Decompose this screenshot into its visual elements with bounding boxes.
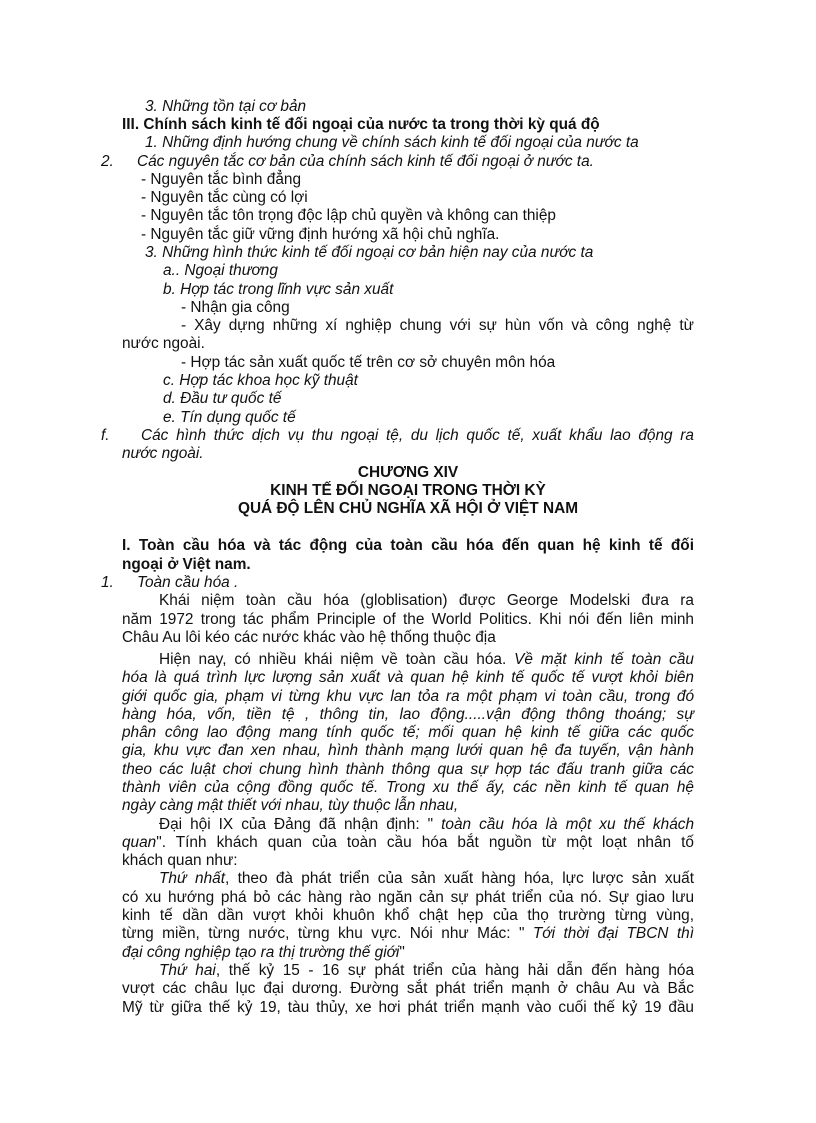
text-run-italic: Về mặt kinh tế toàn cầu	[514, 651, 694, 668]
chapter-title: KINH TẾ ĐỐI NGOẠI TRONG THỜI KỲ	[270, 482, 546, 499]
text-run-italic: Tới thời đại TBCN thì	[532, 925, 694, 942]
chapter-title: CHƯƠNG XIV	[357, 464, 459, 481]
list-item: - Hợp tác sản xuất quốc tế trên cơ sở chuyên môn hóa	[181, 354, 556, 371]
subsection-heading: Các nguyên tắc cơ bản của chính sách kinh tế đối ngoại ở nước ta.	[137, 153, 594, 170]
list-item: - Nhận gia công	[181, 299, 290, 316]
paragraph-line	[159, 651, 694, 669]
subsection-heading: 1. Những định hướng chung về chính sách kinh tế đối ngoại của nước ta	[145, 134, 639, 151]
paragraph-line: kinh tế dần dần vượt khỏi khuôn khổ chật hẹp của thọ trường từng vùng,	[122, 907, 694, 924]
list-number: 1.	[101, 574, 114, 591]
paragraph-line: phân công lao động mang tính quốc tế; mối quan hệ kinh tế giữa các quốc	[122, 724, 694, 741]
list-item: d. Đầu tư quốc tế	[163, 390, 282, 407]
paragraph-line	[159, 816, 694, 834]
paragraph-line: hàng hóa, vốn, tiền tệ , thông tin, lao động.....vận động thông thoáng; sự	[122, 706, 694, 723]
text-run: Hiện nay, có nhiều khái niệm về toàn cầu hóa.	[159, 651, 515, 668]
paragraph-line: giới quốc gia, phạm vi từng khu vực lan tỏa ra một phạm vi toàn cầu, trong đó	[122, 688, 694, 705]
section-heading: ngoại ở Việt nam.	[122, 556, 251, 573]
list-item: - Xây dựng những xí nghiệp chung với sự hùn vốn và công nghệ từ	[181, 317, 694, 334]
paragraph-line: ngày càng mật thiết với nhau, tùy thuộc lẫn nhau,	[122, 797, 459, 814]
subsection-heading: Toàn cầu hóa .	[137, 574, 239, 591]
section-heading: III. Chính sách kinh tế đối ngoại của nước ta trong thời kỳ quá độ	[122, 116, 600, 133]
paragraph-line: vượt các châu lục đại dương. Đường sắt phát triển mạnh ở châu Au và Bắc	[122, 980, 694, 997]
paragraph-line: hóa là quá trình lực lượng sản xuất và quan hệ kinh tế quốc tế vượt khỏi biên	[122, 669, 694, 686]
paragraph-line: có xu hướng phá bỏ các hàng rào ngăn cản sự phát triển của nó. Sự giao lưu	[122, 889, 694, 906]
text-run-italic: toàn cầu hóa là một xu thế khách	[441, 816, 695, 833]
list-item: a.. Ngoại thương	[163, 262, 278, 279]
list-item: e. Tín dụng quốc tế	[163, 409, 296, 426]
text-run: "	[399, 944, 405, 961]
paragraph-line: năm 1972 trong tác phẩm Principle of the World Politics. Khi nói đến liên minh	[122, 611, 694, 628]
text-run-italic: Thứ nhất	[159, 870, 225, 887]
paragraph-line: khách quan như:	[122, 852, 238, 869]
list-item: Các hình thức dịch vụ thu ngoại tệ, du lịch quốc tế, xuất khẩu lao động ra	[141, 427, 694, 444]
list-number: 2.	[101, 153, 114, 170]
chapter-title: QUÁ ĐỘ LÊN CHỦ NGHĨA XÃ HỘI Ở VIỆT NAM	[237, 500, 579, 517]
list-item: - Nguyên tắc cùng có lợi	[141, 189, 308, 206]
paragraph-line: theo các luật chơi chung hình thành thông qua sự hợp tác đấu tranh giữa các	[122, 761, 694, 778]
paragraph-line: Khái niệm toàn cầu hóa (globlisation) được George Modelski đưa ra	[159, 592, 694, 609]
list-item-continuation: nước ngoài.	[122, 445, 204, 462]
list-item: - Nguyên tắc giữ vững định hướng xã hội chủ nghĩa.	[141, 226, 500, 243]
list-item: c. Hợp tác khoa học kỹ thuật	[163, 372, 358, 389]
subsection-heading: 3. Những hình thức kinh tế đối ngoại cơ bản hiện nay của nước ta	[145, 244, 594, 261]
paragraph-line: Mỹ từ giữa thế kỷ 19, tàu thủy, xe hơi phát triển mạnh vào cuối thế kỷ 19 đầu	[122, 999, 694, 1016]
text-run-italic: Thứ hai	[159, 962, 216, 979]
paragraph-line: gia, khu vực đan xen nhau, hình thành mạng lưới quan hệ đa tuyến, vận hành	[122, 742, 694, 759]
text-run-italic: quan	[122, 834, 157, 851]
paragraph-line	[159, 870, 694, 888]
text-run: ". Tính khách quan của toàn cầu hóa bắt nguồn từ một loạt nhân tố	[156, 834, 694, 851]
text-run: , theo đà phát triển của sản xuất hàng hóa, lực lược sản xuất	[224, 870, 694, 887]
paragraph-line	[122, 944, 405, 962]
paragraph-line	[122, 925, 694, 943]
paragraph-line: Châu Au lôi kéo các nước khác vào hệ thống thuộc địa	[122, 629, 496, 646]
section-heading: I. Toàn cầu hóa và tác động của toàn cầu hóa đến quan hệ kinh tế đối	[122, 537, 694, 554]
list-item: b. Hợp tác trong lĩnh vực sản xuất	[163, 281, 394, 298]
paragraph-line: thành viên của cộng đồng quốc tế. Trong xu thế ấy, các nền kinh tế quan hệ	[122, 779, 694, 796]
list-number: f.	[101, 427, 110, 444]
list-item-continuation: nước ngoài.	[122, 335, 205, 352]
list-item: - Nguyên tắc bình đẳng	[141, 171, 302, 188]
paragraph-line	[122, 834, 694, 852]
list-item: - Nguyên tắc tôn trọng độc lập chủ quyền và không can thiệp	[141, 207, 556, 224]
text-run: , thế kỷ 15 - 16 sự phát triển của hàng hải dẫn đến hàng hóa	[215, 962, 695, 979]
paragraph-line	[159, 962, 694, 980]
subsection-heading: 3. Những tồn tại cơ bản	[145, 98, 307, 115]
text-run: từng miền, từng nước, từng khu vực. Nói như Mác: "	[122, 925, 533, 942]
text-run-italic: đại công nghiệp tạo ra thị trường thế giới	[122, 944, 400, 961]
text-run: Đại hội IX của Đảng đã nhận định: "	[159, 816, 442, 833]
